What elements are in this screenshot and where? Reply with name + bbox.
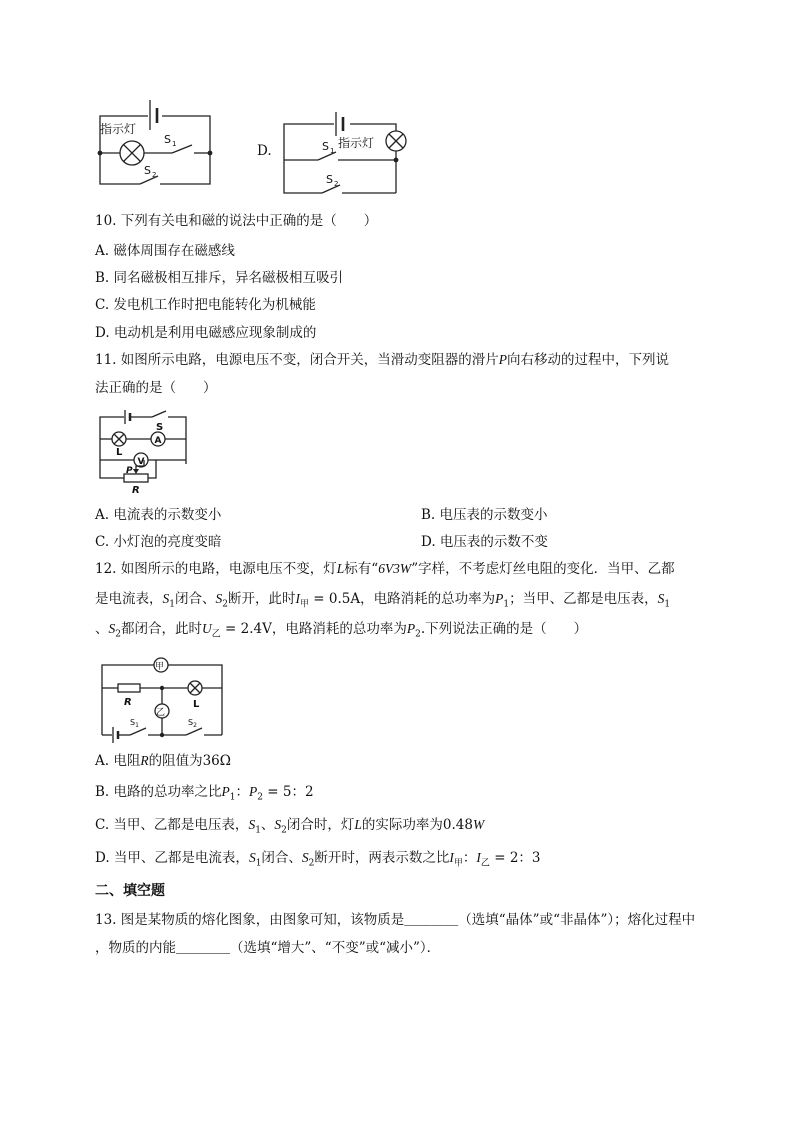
indicator-lamp-icon xyxy=(120,141,144,165)
q12-stem-line2: 是电流表，$S_1$闭合、$S_2$断开，此时$I_甲 = 0.5A$，电路消耗的总功率为$P_1$；当甲、乙都是电压表，$S_1$ xyxy=(95,591,671,610)
q12-option-c: C. 当甲、乙都是电压表，$S_1$、$S_2$闭合时，灯L的实际功率为0.48W xyxy=(95,817,485,836)
s1-sub: 1 xyxy=(172,140,177,148)
q10-option-d: D. 电动机是利用电磁感应现象制成的 xyxy=(95,325,317,341)
resistor-r-icon xyxy=(118,684,140,692)
s2-label: $S_2$ xyxy=(188,718,197,729)
voltmeter-label: V xyxy=(137,457,145,467)
s1-label: $S_1$ xyxy=(130,718,139,729)
q13-line1: 13. 图是某物质的熔化图象，由图象可知，该物质是＿＿＿＿（选填“晶体”或“非晶体”）；熔化过程中 xyxy=(95,912,696,928)
lamp-label: L xyxy=(116,447,123,458)
lamp-label: 指示灯 xyxy=(338,136,375,150)
ammeter-label: A xyxy=(154,436,162,446)
q11-option-d: D. 电压表的示数不变 xyxy=(421,534,548,550)
rheostat-label: R xyxy=(132,485,140,496)
switch-s2-blade xyxy=(186,728,202,735)
circuit-diagram-d xyxy=(278,110,413,198)
q10-option-b: B. 同名磁极相互排斥，异名磁极相互吸引 xyxy=(95,270,344,286)
resistor-r-label: R xyxy=(124,697,132,708)
indicator-lamp-icon xyxy=(386,131,406,151)
switch-s1-blade xyxy=(130,728,146,735)
switch-s-label: S xyxy=(156,422,164,433)
s1-sub: 1 xyxy=(330,147,335,155)
q11-option-b: B. 电压表的示数变小 xyxy=(421,507,548,523)
q10-option-a: A. 磁体周围存在磁感线 xyxy=(95,243,235,259)
slider-label: P xyxy=(126,466,133,476)
lamp-icon xyxy=(112,432,126,446)
q12-option-a: A. 电阻R的阻值为36Ω xyxy=(95,753,231,769)
lamp-l-label: L xyxy=(193,699,200,710)
q12-stem-line1: 12. 如图所示的电路，电源电压不变，灯L标有“6V3W”字样，不考虑灯丝电阻的变化．当甲、乙都 xyxy=(95,561,675,577)
q12-option-b: B. 电路的总功率之比$P_1$：$P_2 = 5$：2 xyxy=(95,784,314,803)
q10-option-c: C. 发电机工作时把电能转化为机械能 xyxy=(95,297,316,313)
s2-sub: 2 xyxy=(334,180,339,188)
q10-stem: 10. 下列有关电和磁的说法中正确的是（ ） xyxy=(95,213,378,229)
circuit-diagram-c xyxy=(90,96,230,191)
lamp-label: 指示灯 xyxy=(100,122,137,136)
q11-stem-line2: 法正确的是（ ） xyxy=(95,380,217,396)
q12-circuit-diagram xyxy=(96,655,228,745)
lamp-l-icon xyxy=(188,681,202,695)
option-d-label: D. xyxy=(257,143,272,159)
q11-circuit-diagram xyxy=(96,408,196,496)
section-title-fill-in: 二、填空题 xyxy=(95,883,165,899)
meter-yi-label: 乙 xyxy=(156,708,166,718)
q11-stem-line1: 11. 如图所示电路，电源电压不变，闭合开关，当滑动变阻器的滑片P向右移动的过程中，下列说 xyxy=(95,352,670,368)
q12-option-d: D. 当甲、乙都是电流表，$S_1$闭合、$S_2$断开时，两表示数之比$I_甲$：$I_乙 = 2$：3 xyxy=(95,850,541,869)
q12-stem-line3: 、$S_2$都闭合，此时$U_乙 = 2.4V$，电路消耗的总功率为$P_2$.下列说法正确的是（ ） xyxy=(95,621,588,640)
meter-jia-label: 甲 xyxy=(155,662,165,672)
s2-label: S xyxy=(144,164,151,177)
q11-option-a: A. 电流表的示数变小 xyxy=(95,507,222,523)
s2-sub: 2 xyxy=(152,171,157,179)
s1-label: S xyxy=(164,133,171,146)
s1-label: S xyxy=(322,140,329,153)
q13-line2: ，物质的内能＿＿＿＿（选填“增大”、“不变”或“减小”）． xyxy=(95,940,441,956)
s2-label: S xyxy=(326,173,333,186)
switch-s-blade xyxy=(152,411,166,417)
slider-arrow-icon xyxy=(133,469,139,474)
q11-option-c: C. 小灯泡的亮度变暗 xyxy=(95,534,222,550)
